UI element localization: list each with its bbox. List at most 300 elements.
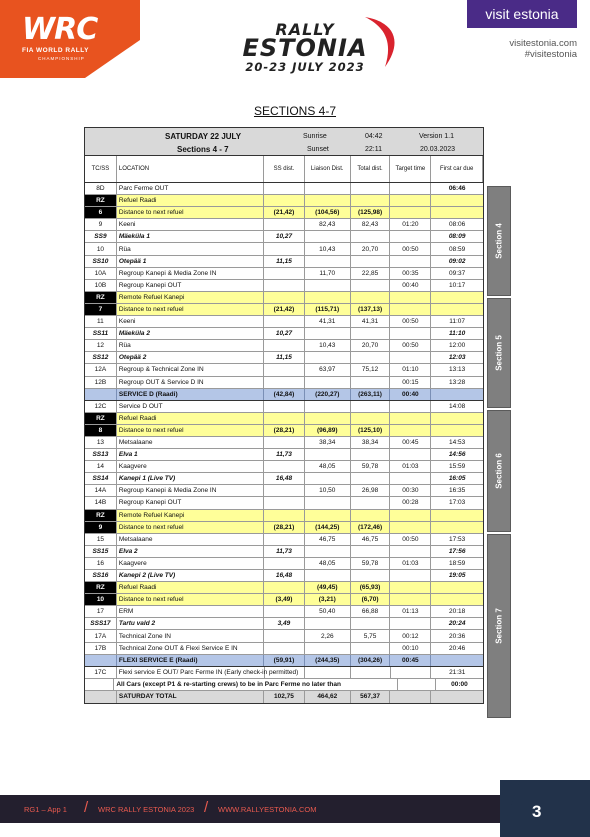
total-distance-cell: 75,12 — [351, 364, 391, 375]
target-time-cell — [390, 473, 431, 484]
page-title: SECTIONS 4-7 — [253, 104, 337, 118]
first-car-due-cell: 12:03 — [448, 354, 466, 362]
total-distance-cell: (304,26) — [351, 655, 391, 666]
location-cell: Kanepi 2 (Live TV) — [117, 570, 264, 581]
first-car-due-cell — [431, 389, 483, 400]
ss-distance-cell — [264, 510, 305, 521]
liaison-distance-cell — [305, 618, 351, 629]
location-cell: Regroup OUT & Service D IN — [117, 377, 264, 388]
total-distance-cell: 26,98 — [351, 485, 391, 496]
target-time-cell — [390, 582, 431, 593]
ss-distance-cell: (21,42) — [264, 304, 305, 315]
location-cell: Technical Zone OUT & Flexi Service E IN — [117, 643, 264, 654]
liaison-distance-cell — [305, 195, 351, 206]
first-car-due-cell: 20:18 — [448, 608, 466, 616]
table-row — [85, 268, 483, 280]
table-row — [85, 691, 483, 703]
location-cell: Keeni — [117, 219, 264, 230]
tc-cell: RZ — [85, 413, 117, 424]
liaison-distance-cell — [305, 643, 351, 654]
total-distance-cell: 38,34 — [351, 437, 391, 448]
total-distance-cell — [351, 352, 391, 363]
total-distance-cell — [351, 449, 391, 460]
first-car-due-cell: 06:46 — [448, 185, 466, 193]
liaison-distance-cell — [305, 546, 351, 557]
total-distance-cell: 59,78 — [351, 558, 391, 569]
table-row — [85, 510, 483, 522]
target-time-cell: 01:03 — [390, 558, 431, 569]
table-row — [85, 256, 483, 268]
day-title: SATURDAY 22 JULY — [165, 132, 242, 141]
rally-estonia-logo — [205, 10, 405, 80]
footer-divider: / — [204, 799, 209, 816]
ss-distance-cell — [264, 340, 305, 351]
target-time-cell — [390, 256, 431, 267]
first-car-due-cell: 19:05 — [448, 572, 466, 580]
first-car-due-cell — [431, 292, 483, 303]
location-cell: Parc Ferme OUT — [117, 183, 264, 194]
table-row — [85, 473, 483, 485]
total-distance-cell: 22,85 — [351, 268, 391, 279]
tc-cell: 6 — [85, 207, 117, 218]
table-header-row — [85, 156, 483, 183]
target-time-cell: 00:15 — [390, 377, 431, 388]
location-cell: All Cars (except P1 & re-starting crews) to be in Parc Ferme no later than — [114, 679, 398, 690]
table-row — [85, 461, 483, 473]
liaison-distance-cell — [305, 401, 351, 412]
first-car-due-cell — [431, 691, 483, 703]
location-cell: Otepää 1 — [117, 256, 264, 267]
tc-cell: RZ — [85, 510, 117, 521]
ss-distance-cell: 16,48 — [264, 570, 305, 581]
target-time-cell — [398, 679, 435, 690]
tc-cell: 11 — [85, 316, 117, 327]
first-car-due-cell: 14:56 — [448, 451, 466, 459]
table-row — [85, 304, 483, 316]
ss-distance-cell: 102,75 — [264, 691, 305, 703]
ss-distance-cell: (28,21) — [264, 522, 305, 533]
ss-distance-cell — [265, 667, 306, 678]
target-time-cell — [390, 413, 431, 424]
target-time-cell: 00:12 — [390, 630, 431, 641]
first-car-due-cell — [431, 195, 483, 206]
total-distance-cell: (65,93) — [351, 582, 391, 593]
tc-cell: RZ — [85, 195, 117, 206]
total-distance-cell — [351, 643, 391, 654]
liaison-distance-cell: 48,05 — [305, 461, 351, 472]
rally-word: RALLY — [275, 20, 335, 39]
table-row — [85, 207, 483, 219]
table-row — [85, 425, 483, 437]
footer-event: WRC RALLY ESTONIA 2023 — [98, 805, 195, 814]
tc-cell: 14 — [85, 461, 117, 472]
table-row — [85, 497, 483, 509]
ss-distance-cell — [264, 630, 305, 641]
sunrise-label: Sunrise — [303, 133, 327, 140]
location-cell: Mäeküla 2 — [117, 328, 264, 339]
tc-cell: 8 — [85, 425, 117, 436]
table-row — [85, 485, 483, 497]
table-row — [85, 316, 483, 328]
target-time-cell — [390, 691, 431, 703]
table-row — [85, 534, 483, 546]
first-car-due-cell — [431, 582, 483, 593]
liaison-distance-cell — [305, 497, 351, 508]
location-cell: Regroup Kanepi & Media Zone IN — [117, 268, 264, 279]
total-distance-cell — [351, 195, 391, 206]
ss-distance-cell: 10,27 — [264, 328, 305, 339]
first-car-due-cell: 17:53 — [448, 535, 466, 543]
total-distance-cell — [351, 377, 391, 388]
tc-cell: RZ — [85, 582, 117, 593]
location-cell: Regroup Kanepi & Media Zone IN — [117, 485, 264, 496]
liaison-distance-cell: 41,31 — [305, 316, 351, 327]
column-header: Total dist. — [351, 156, 391, 182]
ss-distance-cell — [264, 292, 305, 303]
page-number-box — [500, 780, 590, 837]
event-dates: 20-23 JULY 2023 — [245, 60, 365, 74]
tc-cell: 13 — [85, 437, 117, 448]
table-row — [85, 546, 483, 558]
first-car-due-cell: 20:24 — [448, 620, 466, 628]
table-row — [85, 594, 483, 606]
location-cell: Tartu vald 2 — [117, 618, 264, 629]
ss-distance-cell — [264, 268, 305, 279]
ss-distance-cell — [264, 401, 305, 412]
location-cell: Otepää 2 — [117, 352, 264, 363]
visit-estonia-hashtag: #visitestonia — [524, 49, 577, 60]
wrc-logo-subtitle: FIA WORLD RALLY — [22, 47, 89, 54]
table-row — [85, 328, 483, 340]
total-distance-cell — [351, 183, 391, 194]
location-cell: Regroup Kanepi OUT — [117, 497, 264, 508]
first-car-due-cell — [431, 655, 483, 666]
tc-cell: 17C — [85, 667, 117, 678]
table-row — [85, 364, 483, 376]
sunrise-value: 04:42 — [365, 133, 383, 140]
ss-distance-cell — [264, 413, 305, 424]
table-row — [85, 377, 483, 389]
location-cell: ERM — [117, 606, 264, 617]
location-cell: Regroup & Technical Zone IN — [117, 364, 264, 375]
first-car-due-cell — [431, 425, 483, 436]
table-row — [85, 558, 483, 570]
liaison-distance-cell: 464,62 — [305, 691, 351, 703]
ss-distance-cell — [264, 558, 305, 569]
section-7-label: Section 7 — [487, 534, 511, 718]
location-cell: SATURDAY TOTAL — [117, 691, 264, 703]
column-header: Target time — [390, 156, 431, 182]
target-time-cell — [390, 401, 431, 412]
location-cell: FLEXI SERVICE E (Raadi) — [117, 655, 264, 666]
ss-distance-cell — [264, 534, 305, 545]
tc-cell: 9 — [85, 522, 117, 533]
target-time-cell — [390, 292, 431, 303]
first-car-due-cell: 08:59 — [448, 245, 466, 253]
target-time-cell — [390, 594, 431, 605]
ss-distance-cell — [264, 582, 305, 593]
first-car-due-cell: 15:59 — [448, 463, 466, 471]
page-number: 3 — [532, 802, 542, 821]
first-car-due-cell: 14:08 — [448, 402, 466, 410]
ss-distance-cell: 16,48 — [264, 473, 305, 484]
footer-divider: / — [84, 799, 89, 816]
location-cell: Technical Zone IN — [117, 630, 264, 641]
first-car-due-cell: 21:31 — [449, 668, 466, 676]
ss-distance-cell: (59,91) — [264, 655, 305, 666]
version-date: 20.03.2023 — [420, 146, 456, 153]
tc-cell: SS11 — [85, 328, 117, 339]
total-distance-cell — [351, 618, 391, 629]
first-car-due-cell — [431, 510, 483, 521]
location-cell: Flexi service E OUT/ Parc Ferme IN (Early check-in permitted) — [117, 667, 265, 678]
location-cell: Metsalaane — [117, 437, 264, 448]
liaison-distance-cell: 82,43 — [305, 219, 351, 230]
liaison-distance-cell — [305, 449, 351, 460]
first-car-due-cell: 17:03 — [448, 499, 466, 507]
first-car-due-cell: 20:46 — [448, 644, 466, 652]
liaison-distance-cell — [305, 510, 351, 521]
location-cell: SERVICE D (Raadi) — [117, 389, 264, 400]
column-header: SS dist. — [264, 156, 305, 182]
tc-cell: 17A — [85, 630, 117, 641]
target-time-cell: 00:28 — [390, 497, 431, 508]
ss-distance-cell: (21,42) — [264, 207, 305, 218]
liaison-distance-cell: 50,40 — [305, 606, 351, 617]
tc-cell: RZ — [85, 292, 117, 303]
target-time-cell: 01:03 — [390, 461, 431, 472]
location-cell: Regroup Kanepi OUT — [117, 280, 264, 291]
table-row — [85, 195, 483, 207]
tc-cell: 16 — [85, 558, 117, 569]
target-time-cell: 00:10 — [390, 643, 431, 654]
ss-distance-cell: (3,49) — [264, 594, 305, 605]
table-row — [85, 437, 483, 449]
tc-cell: 17B — [85, 643, 117, 654]
ss-distance-cell — [264, 485, 305, 496]
first-car-due-cell: 11:10 — [449, 330, 466, 338]
first-car-due-cell: 08:09 — [448, 233, 466, 241]
section-4-label: Section 4 — [487, 186, 511, 296]
table-row — [85, 449, 483, 461]
ss-distance-cell: 11,73 — [264, 546, 305, 557]
first-car-due-cell: 16:05 — [448, 475, 466, 483]
ss-distance-cell: (28,21) — [264, 425, 305, 436]
target-time-cell: 01:20 — [390, 219, 431, 230]
tc-cell — [85, 655, 117, 666]
target-time-cell: 01:13 — [390, 606, 431, 617]
total-distance-cell — [351, 401, 391, 412]
tc-cell — [85, 389, 117, 400]
location-cell: Remote Refuel Kanepi — [117, 510, 264, 521]
liaison-distance-cell — [305, 328, 351, 339]
target-time-cell: 00:30 — [390, 485, 431, 496]
first-car-due-cell: 17:56 — [448, 547, 466, 555]
location-cell: Service D OUT — [117, 401, 264, 412]
first-car-due-cell: 00:00 — [451, 680, 468, 688]
wrc-logo: WRC — [22, 12, 98, 47]
liaison-distance-cell: 2,26 — [305, 630, 351, 641]
target-time-cell: 00:45 — [390, 437, 431, 448]
target-time-cell — [390, 618, 431, 629]
total-distance-cell — [351, 328, 391, 339]
tc-cell: 9 — [85, 219, 117, 230]
tc-cell: 10B — [85, 280, 117, 291]
location-cell: Metsalaane — [117, 534, 264, 545]
target-time-cell: 00:50 — [390, 243, 431, 254]
visit-estonia-url: visitestonia.com — [509, 38, 577, 49]
location-cell: Refuel Raadi — [117, 195, 264, 206]
target-time-cell — [390, 352, 431, 363]
table-row — [85, 606, 483, 618]
total-distance-cell: (263,11) — [351, 389, 391, 400]
location-cell: Kanepi 1 (Live TV) — [117, 473, 264, 484]
liaison-distance-cell: (96,89) — [305, 425, 351, 436]
ss-distance-cell — [264, 377, 305, 388]
location-cell: Distance to next refuel — [117, 425, 264, 436]
tc-cell: SSS17 — [85, 618, 117, 629]
location-cell: Distance to next refuel — [117, 594, 264, 605]
liaison-distance-cell: (49,45) — [305, 582, 351, 593]
column-header: LOCATION — [117, 156, 264, 182]
table-row — [85, 413, 483, 425]
liaison-distance-cell — [305, 183, 351, 194]
total-distance-cell: 46,75 — [351, 534, 391, 545]
first-car-due-cell — [431, 413, 483, 424]
first-car-due-cell: 14:53 — [448, 439, 466, 447]
target-time-cell — [390, 195, 431, 206]
tc-cell: 10A — [85, 268, 117, 279]
total-distance-cell: 59,78 — [351, 461, 391, 472]
table-row — [85, 352, 483, 364]
tc-cell — [85, 679, 114, 690]
total-distance-cell: 567,37 — [351, 691, 391, 703]
tc-cell: 12 — [85, 340, 117, 351]
liaison-distance-cell — [305, 570, 351, 581]
ss-distance-cell — [264, 219, 305, 230]
liaison-distance-cell — [305, 377, 351, 388]
total-distance-cell — [351, 256, 391, 267]
liaison-distance-cell — [305, 292, 351, 303]
first-car-due-cell: 09:37 — [448, 269, 466, 277]
location-cell: Distance to next refuel — [117, 304, 264, 315]
total-distance-cell: (125,98) — [351, 207, 391, 218]
table-row — [85, 243, 483, 255]
target-time-cell — [390, 510, 431, 521]
tc-cell: 12B — [85, 377, 117, 388]
total-distance-cell: (125,10) — [351, 425, 391, 436]
ss-distance-cell — [264, 643, 305, 654]
first-car-due-cell — [431, 522, 483, 533]
location-cell: Rüa — [117, 340, 264, 351]
table-row — [85, 522, 483, 534]
first-car-due-cell: 11:07 — [449, 318, 466, 326]
total-distance-cell — [351, 497, 391, 508]
tc-cell: 8D — [85, 183, 117, 194]
table-row — [85, 389, 483, 401]
target-time-cell — [390, 425, 431, 436]
first-car-due-cell — [431, 304, 483, 315]
table-row — [85, 570, 483, 582]
liaison-distance-cell: 10,43 — [305, 340, 351, 351]
tc-cell: 14B — [85, 497, 117, 508]
column-header: First car due — [431, 156, 483, 182]
first-car-due-cell: 08:06 — [448, 221, 466, 229]
ss-distance-cell — [264, 437, 305, 448]
total-distance-cell: (137,13) — [351, 304, 391, 315]
location-cell: Distance to next refuel — [117, 207, 264, 218]
table-row — [85, 292, 483, 304]
first-car-due-cell: 10:17 — [448, 281, 466, 289]
ss-distance-cell — [264, 316, 305, 327]
table-row — [85, 643, 483, 655]
location-cell: Kaagvere — [117, 558, 264, 569]
target-time-cell: 00:50 — [390, 316, 431, 327]
location-cell: Kaagvere — [117, 461, 264, 472]
location-cell: Distance to next refuel — [117, 522, 264, 533]
location-cell: Elva 1 — [117, 449, 264, 460]
ss-distance-cell: 11,15 — [264, 352, 305, 363]
liaison-distance-cell — [305, 473, 351, 484]
table-row — [85, 618, 483, 630]
liaison-distance-cell — [305, 352, 351, 363]
total-distance-cell — [351, 667, 391, 678]
tc-cell: 12C — [85, 401, 117, 412]
total-distance-cell — [351, 570, 391, 581]
first-car-due-cell — [431, 594, 483, 605]
table-row — [85, 582, 483, 594]
location-cell: Elva 2 — [117, 546, 264, 557]
tc-cell: SS10 — [85, 256, 117, 267]
day-header — [85, 128, 483, 156]
liaison-distance-cell: 38,34 — [305, 437, 351, 448]
target-time-cell — [390, 183, 431, 194]
liaison-distance-cell — [305, 256, 351, 267]
ss-distance-cell: 10,27 — [264, 231, 305, 242]
footer-app: RG1 – App 1 — [24, 805, 67, 814]
ss-distance-cell — [264, 606, 305, 617]
target-time-cell: 01:10 — [390, 364, 431, 375]
footer-url: WWW.RALLYESTONIA.COM — [218, 805, 317, 814]
table-row — [85, 679, 483, 691]
day-sections: Sections 4 - 7 — [177, 145, 229, 154]
target-time-cell — [390, 231, 431, 242]
tc-cell: SS12 — [85, 352, 117, 363]
total-distance-cell: 5,75 — [351, 630, 391, 641]
liaison-distance-cell — [305, 413, 351, 424]
first-car-due-cell — [431, 207, 483, 218]
target-time-cell: 00:45 — [390, 655, 431, 666]
first-car-due-cell: 13:28 — [448, 378, 466, 386]
target-time-cell — [390, 546, 431, 557]
liaison-distance-cell — [305, 667, 351, 678]
total-distance-cell — [351, 510, 391, 521]
tc-cell: 7 — [85, 304, 117, 315]
target-time-cell — [390, 570, 431, 581]
table-row — [85, 667, 483, 679]
table-row — [85, 401, 483, 413]
ss-distance-cell — [264, 280, 305, 291]
visit-estonia-logo: visit estonia — [467, 0, 577, 28]
first-car-due-cell: 16:35 — [448, 487, 466, 495]
liaison-distance-cell: (104,56) — [305, 207, 351, 218]
table-row — [85, 231, 483, 243]
first-car-due-cell: 20:36 — [448, 632, 466, 640]
ss-distance-cell: (42,84) — [264, 389, 305, 400]
liaison-distance-cell: 11,70 — [305, 268, 351, 279]
tc-cell: 14A — [85, 485, 117, 496]
target-time-cell — [390, 328, 431, 339]
